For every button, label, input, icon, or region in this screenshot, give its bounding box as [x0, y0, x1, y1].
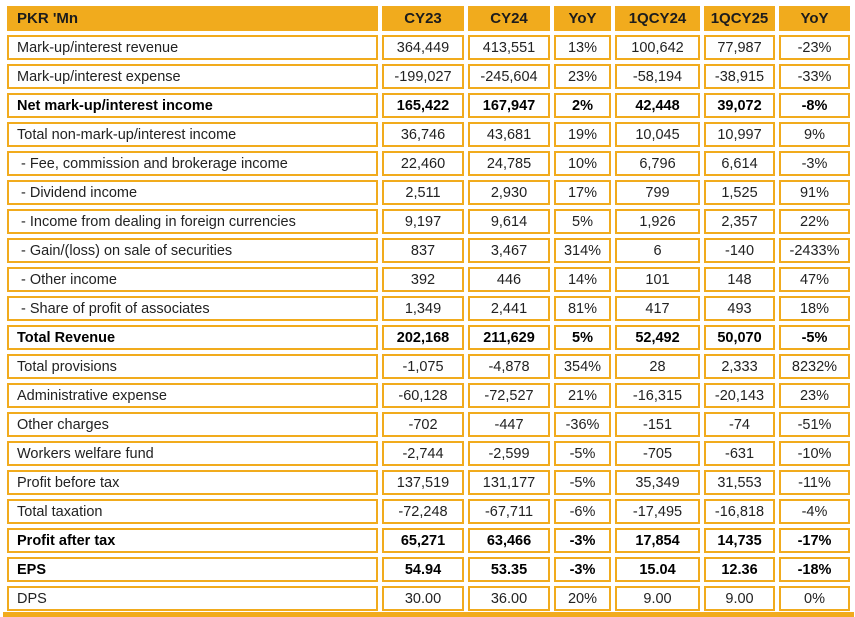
- value-cell: 17%: [554, 180, 611, 205]
- row-label: Total non-mark-up/interest income: [7, 122, 378, 147]
- value-cell: 1,525: [704, 180, 775, 205]
- value-cell: -2433%: [779, 238, 850, 263]
- value-cell: -245,604: [468, 64, 550, 89]
- value-cell: 6: [615, 238, 700, 263]
- value-cell: -18%: [779, 557, 850, 582]
- value-cell: 101: [615, 267, 700, 292]
- value-cell: -51%: [779, 412, 850, 437]
- value-cell: 100,642: [615, 35, 700, 60]
- value-cell: -36%: [554, 412, 611, 437]
- value-cell: 23%: [779, 383, 850, 408]
- table-row: [7, 35, 850, 60]
- income-statement-table: [3, 2, 854, 615]
- value-cell: 12.36: [704, 557, 775, 582]
- row-label: - Income from dealing in foreign currencies: [7, 209, 378, 234]
- row-label: Mark-up/interest expense: [7, 64, 378, 89]
- value-cell: 1,349: [382, 296, 464, 321]
- table-row: [7, 267, 850, 292]
- header-row: [7, 6, 850, 31]
- table-body: [7, 35, 850, 611]
- value-cell: 9%: [779, 122, 850, 147]
- value-cell: 799: [615, 180, 700, 205]
- row-label: Profit after tax: [7, 528, 378, 553]
- table-row: [7, 470, 850, 495]
- value-cell: 0%: [779, 586, 850, 611]
- row-label: EPS: [7, 557, 378, 582]
- value-cell: 23%: [554, 64, 611, 89]
- value-cell: 148: [704, 267, 775, 292]
- value-cell: 14,735: [704, 528, 775, 553]
- value-cell: -151: [615, 412, 700, 437]
- value-cell: -5%: [554, 441, 611, 466]
- value-cell: 2,333: [704, 354, 775, 379]
- table-row: [7, 557, 850, 582]
- value-cell: 47%: [779, 267, 850, 292]
- value-cell: 36,746: [382, 122, 464, 147]
- row-label: - Share of profit of associates: [7, 296, 378, 321]
- row-label: DPS: [7, 586, 378, 611]
- value-cell: -33%: [779, 64, 850, 89]
- table-row: [7, 412, 850, 437]
- table-row: [7, 64, 850, 89]
- value-cell: 2,357: [704, 209, 775, 234]
- value-cell: 1,926: [615, 209, 700, 234]
- value-cell: 20%: [554, 586, 611, 611]
- value-cell: -17,495: [615, 499, 700, 524]
- table-row: [7, 209, 850, 234]
- row-label: - Dividend income: [7, 180, 378, 205]
- table-row: [7, 499, 850, 524]
- value-cell: -67,711: [468, 499, 550, 524]
- value-cell: -5%: [554, 470, 611, 495]
- value-cell: 31,553: [704, 470, 775, 495]
- header-cell: 1QCY24: [615, 6, 700, 31]
- row-label: Other charges: [7, 412, 378, 437]
- value-cell: 14%: [554, 267, 611, 292]
- value-cell: 837: [382, 238, 464, 263]
- value-cell: -3%: [554, 528, 611, 553]
- value-cell: -631: [704, 441, 775, 466]
- value-cell: -72,248: [382, 499, 464, 524]
- value-cell: 91%: [779, 180, 850, 205]
- value-cell: 43,681: [468, 122, 550, 147]
- value-cell: 6,614: [704, 151, 775, 176]
- value-cell: -199,027: [382, 64, 464, 89]
- value-cell: 30.00: [382, 586, 464, 611]
- value-cell: -38,915: [704, 64, 775, 89]
- value-cell: 211,629: [468, 325, 550, 350]
- value-cell: 165,422: [382, 93, 464, 118]
- value-cell: 77,987: [704, 35, 775, 60]
- value-cell: -23%: [779, 35, 850, 60]
- row-label: Mark-up/interest revenue: [7, 35, 378, 60]
- table-bottom-rule: [3, 612, 854, 617]
- value-cell: 81%: [554, 296, 611, 321]
- value-cell: -11%: [779, 470, 850, 495]
- table-row: [7, 383, 850, 408]
- table-row: [7, 441, 850, 466]
- row-label: Net mark-up/interest income: [7, 93, 378, 118]
- value-cell: 392: [382, 267, 464, 292]
- row-label: - Other income: [7, 267, 378, 292]
- table-row: [7, 325, 850, 350]
- table-row: [7, 180, 850, 205]
- value-cell: 9.00: [615, 586, 700, 611]
- value-cell: 10,045: [615, 122, 700, 147]
- header-cell: CY23: [382, 6, 464, 31]
- table-row: [7, 238, 850, 263]
- value-cell: -5%: [779, 325, 850, 350]
- value-cell: 42,448: [615, 93, 700, 118]
- value-cell: 314%: [554, 238, 611, 263]
- value-cell: 9,614: [468, 209, 550, 234]
- value-cell: -702: [382, 412, 464, 437]
- value-cell: 50,070: [704, 325, 775, 350]
- value-cell: 22%: [779, 209, 850, 234]
- value-cell: -2,599: [468, 441, 550, 466]
- value-cell: -2,744: [382, 441, 464, 466]
- table-row: [7, 151, 850, 176]
- value-cell: 36.00: [468, 586, 550, 611]
- value-cell: 9.00: [704, 586, 775, 611]
- value-cell: 364,449: [382, 35, 464, 60]
- value-cell: 446: [468, 267, 550, 292]
- header-cell-label: PKR 'Mn: [7, 6, 378, 31]
- value-cell: 63,466: [468, 528, 550, 553]
- row-label: - Gain/(loss) on sale of securities: [7, 238, 378, 263]
- value-cell: -16,818: [704, 499, 775, 524]
- value-cell: -140: [704, 238, 775, 263]
- value-cell: 10,997: [704, 122, 775, 147]
- value-cell: -447: [468, 412, 550, 437]
- value-cell: 21%: [554, 383, 611, 408]
- table-row: [7, 296, 850, 321]
- table-row: [7, 586, 850, 611]
- value-cell: 10%: [554, 151, 611, 176]
- value-cell: -3%: [554, 557, 611, 582]
- header-cell: YoY: [779, 6, 850, 31]
- value-cell: 24,785: [468, 151, 550, 176]
- value-cell: 13%: [554, 35, 611, 60]
- row-label: Workers welfare fund: [7, 441, 378, 466]
- value-cell: 3,467: [468, 238, 550, 263]
- row-label: Profit before tax: [7, 470, 378, 495]
- value-cell: 28: [615, 354, 700, 379]
- table-row: [7, 354, 850, 379]
- value-cell: 19%: [554, 122, 611, 147]
- header-cell: 1QCY25: [704, 6, 775, 31]
- value-cell: -4%: [779, 499, 850, 524]
- value-cell: 18%: [779, 296, 850, 321]
- table-row: [7, 122, 850, 147]
- row-label: Total Revenue: [7, 325, 378, 350]
- value-cell: 9,197: [382, 209, 464, 234]
- header-cell: CY24: [468, 6, 550, 31]
- value-cell: 54.94: [382, 557, 464, 582]
- value-cell: -60,128: [382, 383, 464, 408]
- row-label: - Fee, commission and brokerage income: [7, 151, 378, 176]
- row-label: Administrative expense: [7, 383, 378, 408]
- value-cell: 354%: [554, 354, 611, 379]
- value-cell: 17,854: [615, 528, 700, 553]
- value-cell: 2,930: [468, 180, 550, 205]
- value-cell: 6,796: [615, 151, 700, 176]
- value-cell: 413,551: [468, 35, 550, 60]
- value-cell: -72,527: [468, 383, 550, 408]
- value-cell: -1,075: [382, 354, 464, 379]
- table-row: [7, 93, 850, 118]
- value-cell: 493: [704, 296, 775, 321]
- value-cell: -4,878: [468, 354, 550, 379]
- value-cell: 417: [615, 296, 700, 321]
- value-cell: 65,271: [382, 528, 464, 553]
- value-cell: 2,511: [382, 180, 464, 205]
- value-cell: -58,194: [615, 64, 700, 89]
- row-label: Total provisions: [7, 354, 378, 379]
- value-cell: 52,492: [615, 325, 700, 350]
- value-cell: -8%: [779, 93, 850, 118]
- value-cell: 22,460: [382, 151, 464, 176]
- value-cell: 5%: [554, 325, 611, 350]
- value-cell: 167,947: [468, 93, 550, 118]
- value-cell: 39,072: [704, 93, 775, 118]
- table-row: [7, 528, 850, 553]
- value-cell: 131,177: [468, 470, 550, 495]
- value-cell: 35,349: [615, 470, 700, 495]
- value-cell: -6%: [554, 499, 611, 524]
- value-cell: 5%: [554, 209, 611, 234]
- value-cell: -20,143: [704, 383, 775, 408]
- value-cell: 137,519: [382, 470, 464, 495]
- value-cell: -74: [704, 412, 775, 437]
- row-label: Total taxation: [7, 499, 378, 524]
- value-cell: -705: [615, 441, 700, 466]
- value-cell: 2%: [554, 93, 611, 118]
- value-cell: -16,315: [615, 383, 700, 408]
- value-cell: 8232%: [779, 354, 850, 379]
- header-cell: YoY: [554, 6, 611, 31]
- value-cell: 53.35: [468, 557, 550, 582]
- value-cell: -17%: [779, 528, 850, 553]
- value-cell: 202,168: [382, 325, 464, 350]
- value-cell: 15.04: [615, 557, 700, 582]
- value-cell: 2,441: [468, 296, 550, 321]
- value-cell: -3%: [779, 151, 850, 176]
- value-cell: -10%: [779, 441, 850, 466]
